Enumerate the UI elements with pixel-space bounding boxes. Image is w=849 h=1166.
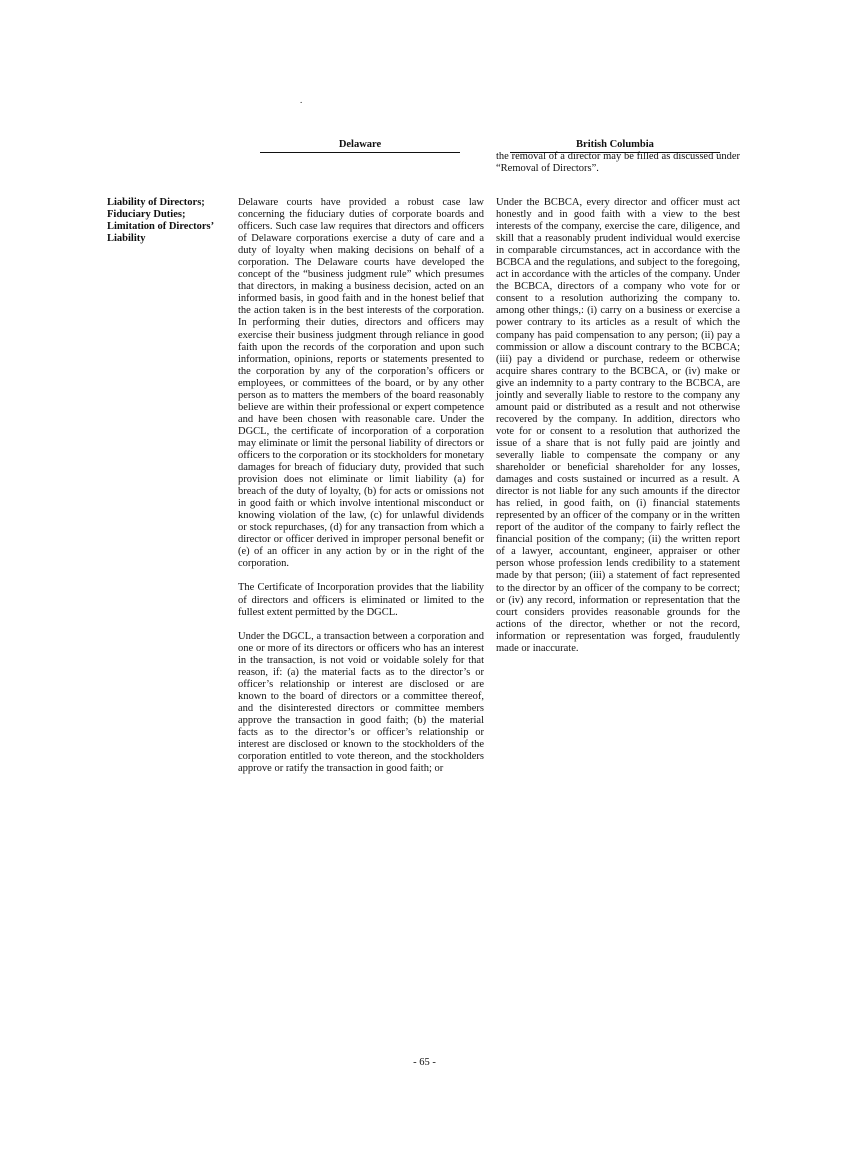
carryover-text <box>496 151 740 187</box>
delaware-paragraph: Delaware courts have provided a robust case law concerning the fiduciary duties of corporate boards and officers. Such case law requires that directors and officers of Delaware corporations exercise a duty of care and a duty of loyalty when making decisions on behalf of a corporation. The Delaware courts have developed the concept of the “business judgment rule” which presumes that directors, in making a business decision, acted on an informed basis, in good faith and in the honest belief that the action taken is in the best interests of the corporation. In performing their duties, directors and officers may exercise their business judgment through reliance in good faith upon the records of the corporation and upon such information, opinions, reports or statements presented to the corporation by any of the corporation’s officers or employees, or committees of the board, or by any other person as to matters the members of the board reasonably believe are within their professional or expert competence and have been chosen with reasonable care. Under the DGCL, the certificate of incorporation of a corporation may eliminate or limit the personal liability of directors or officers to the corporation or its stockholders for monetary damages for breach of fiduciary duty, provided that such provision does not eliminate or limit liability (a) for breach of the duty of loyalty, (b) for acts or omissions not in good faith or which involve intentional misconduct or knowing violation of the law, (c) for unlawful dividends or stock repurchases, (d) for any transaction from which a director or officer derived in improper personal benefit or (e) of an officer in any action by or in the right of the corporation. <box>238 197 484 570</box>
section-label: Liability of Directors; Fiduciary Duties; Limitation of Directors’ Liability <box>107 197 214 245</box>
carryover-paragraph: the removal of a director may be filled as discussed under “Removal of Directors”. <box>496 151 740 175</box>
column-header-delaware: Delaware <box>260 139 460 153</box>
column-header-british-columbia: British Columbia <box>510 139 720 153</box>
delaware-paragraph: The Certificate of Incorporation provides that the liability of directors and officers is eliminated or limited to the fullest extent permitted by the DGCL. <box>238 582 484 618</box>
british-columbia-column <box>496 197 740 667</box>
delaware-paragraph: Under the DGCL, a transaction between a corporation and one or more of its directors or officers who has an interest in the transaction, is not void or voidable solely for that reason, if: (a) the material facts as to the director’s or officer’s relationship or interest are disclosed or are known to the board of directors or a committee thereof, and the disinterested directors or committee members approve the transaction in good faith; (b) the material facts as to the director’s or officer’s relationship or interest are disclosed or known to the stockholders of the corporation entitled to vote thereon, and the stockholders approve or ratify the transaction in good faith; or <box>238 630 484 775</box>
page-number: - 65 - <box>413 1057 436 1068</box>
delaware-column <box>238 197 484 787</box>
stray-dot: . <box>300 95 303 105</box>
british-columbia-paragraph: Under the BCBCA, every director and officer must act honestly and in good faith with a view to the best interests of the company, exercise the care, diligence, and skill that a reasonably prudent individual would exercise in comparable circumstances, act in accordance with the BCBCA and the regulations, and subject to the foregoing, act in accordance with the articles of the company. Under the BCBCA, directors of a company who vote for or consent to a resolution authorizing the company to. among other things,: (i) carry on a business or exercise a power contrary to its articles as a result of which the company has paid compensation to any person; (ii) pay a commission or allow a discount contrary to the BCBCA; (iii) pay a dividend or purchase, redeem or otherwise acquire shares contrary to the BCBCA, or (iv) make or give an indemnity to a party contrary to the BCBCA, are jointly and severally liable to restore to the company any amount paid or distributed as a result and not otherwise recovered by the company. In addition, directors who vote for or consent to a resolution that authorized the issue of a share that is not fully paid are jointly and severally liable to compensate the company or any shareholder or beneficial shareholder for any losses, damages and costs sustained or incurred as a result. A director is not liable for any such amounts if the director has relied, in good faith, on (i) financial statements represented by an officer of the company or in the written report of the auditor of the company to fairly reflect the financial position of the company; (ii) the written report of a lawyer, accountant, engineer, appraiser or other person whose profession lends credibility to a statement made by that person; (iii) a statement of fact represented to the director by an officer of the company to be correct; or (iv) any record, information or representation that the court considers provides reasonable grounds for the actions of the director, whether or not the record, information or representation was forged, fraudulently made or inaccurate. <box>496 197 740 654</box>
